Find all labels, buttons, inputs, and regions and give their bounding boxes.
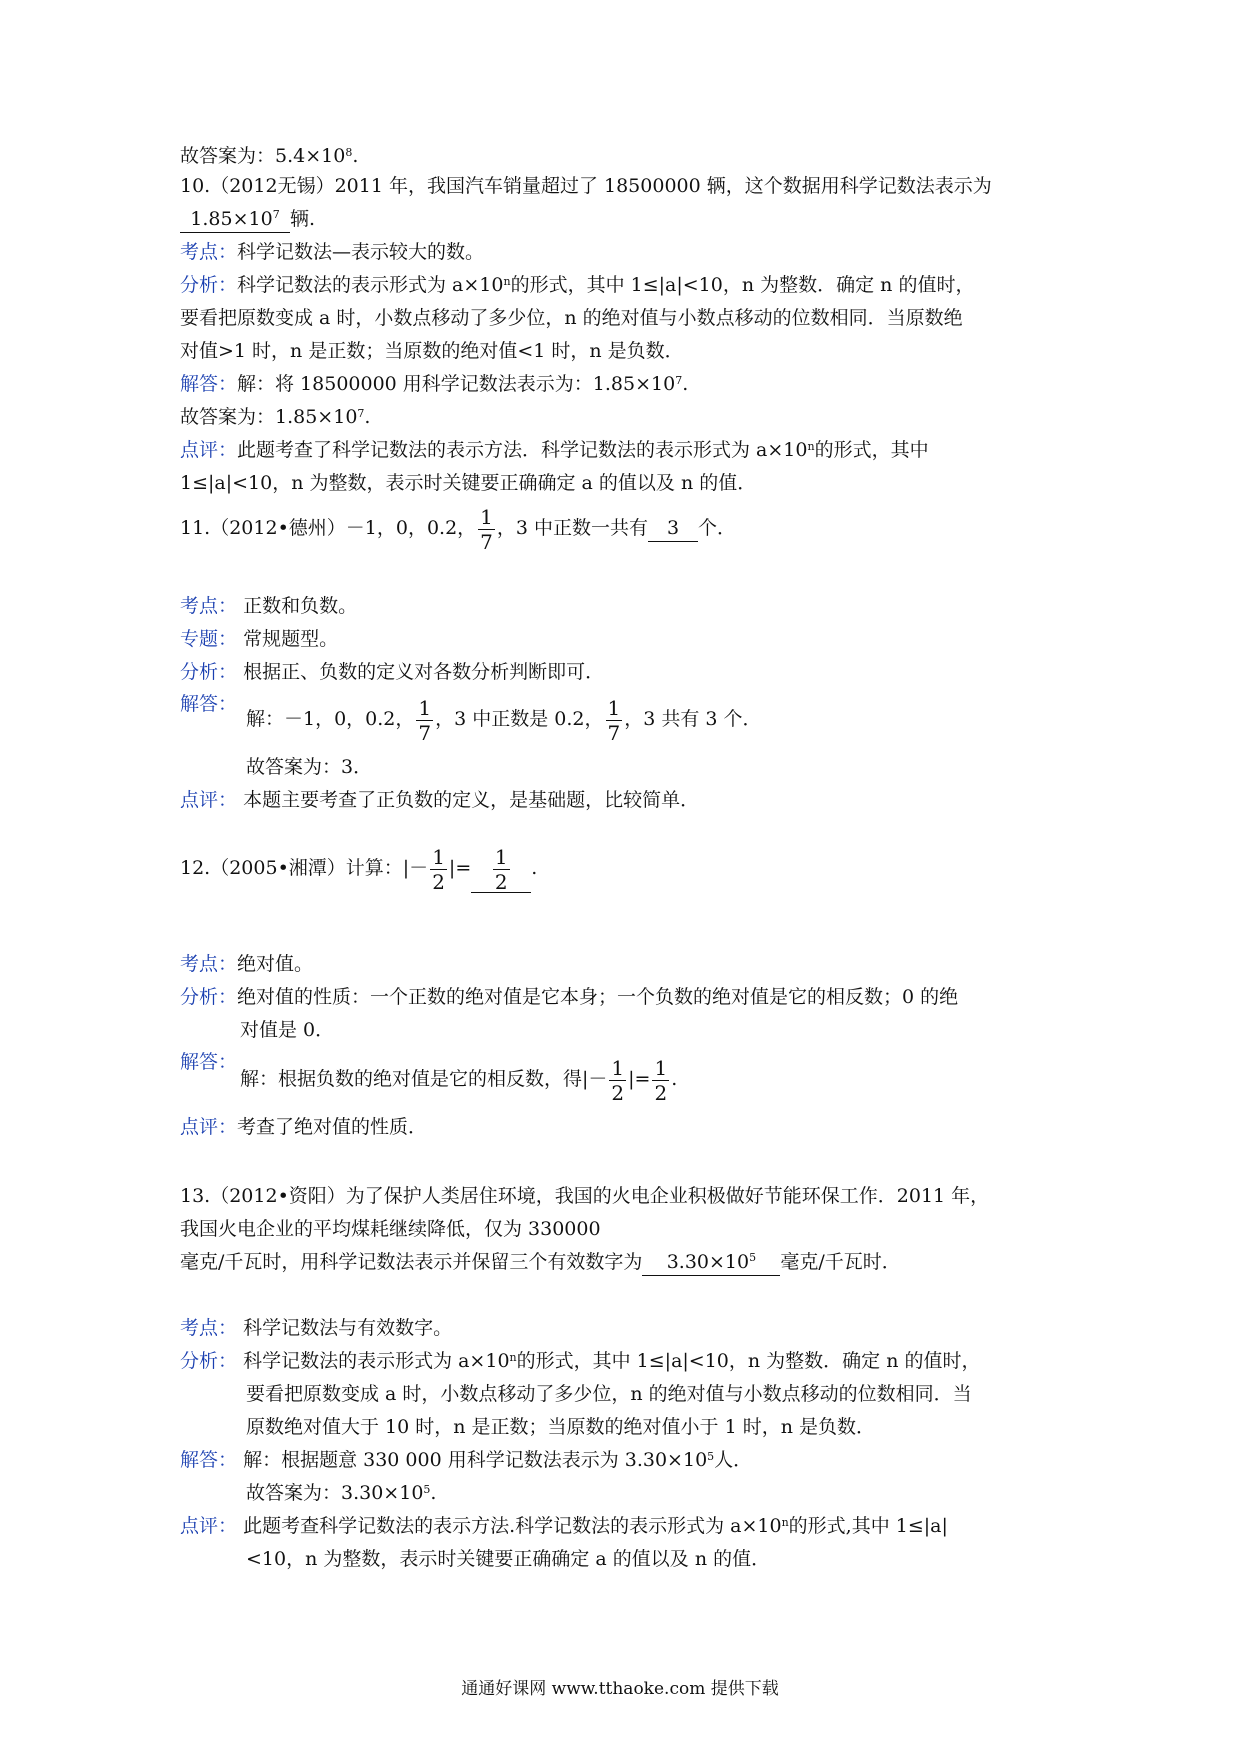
exponent: 5 <box>423 1483 431 1496</box>
fenxi-text: 的形式，其中 1≤|a|<10，n 为整数．确定 n 的值时， <box>516 1350 981 1372</box>
dianping-text: 此题考查科学记数法的表示方法.科学记数法的表示形式为 a×10 <box>243 1515 782 1537</box>
fraction <box>493 844 510 894</box>
dianping-text: <10，n 为整数，表示时关键要正确确定 a 的值以及 n 的值． <box>246 1548 771 1570</box>
dianping-label: 点评： <box>180 789 238 811</box>
dianping-text: 考查了绝对值的性质． <box>237 1116 428 1138</box>
stem-text: |= <box>448 857 472 879</box>
denominator: 7 <box>607 720 621 745</box>
kaodian-text: 正数和负数。 <box>243 595 358 617</box>
fenxi-text: 科学记数法的表示形式为 a×10 <box>237 274 504 296</box>
q11-solution <box>180 590 1080 817</box>
exponent: 8 <box>345 146 353 159</box>
jieda-text: 解：将 18500000 用科学记数法表示为：1.85×10 <box>237 373 676 395</box>
q11-stem <box>180 500 1080 556</box>
q12-stem <box>180 840 1080 896</box>
denominator: 2 <box>654 1080 668 1105</box>
dianping-text: 的形式,其中 1≤|a| <box>788 1515 948 1537</box>
question-10 <box>180 170 1080 500</box>
jieda-label: 解答： <box>180 1449 238 1471</box>
stem-text: 我国火电企业的平均煤耗继续降低，仅为 330000 <box>180 1218 601 1240</box>
exponent: n <box>509 1351 517 1364</box>
fenxi-text: 要看把原数变成 a 时，小数点移动了多少位，n 的绝对值与小数点移动的位数相同．当 <box>246 1383 972 1405</box>
punct: 人． <box>714 1449 753 1471</box>
fenxi-text: 对值>1 时，n 是正数；当原数的绝对值<1 时，n 是负数． <box>180 340 684 362</box>
guda-text: 故答案为：3． <box>246 756 373 778</box>
guda-text: 故答案为：1.85×10 <box>180 406 358 428</box>
fenxi-label: 分析： <box>180 986 238 1008</box>
numerator: 1 <box>654 1055 668 1080</box>
numerator: 1 <box>607 695 621 720</box>
denominator: 7 <box>480 529 493 554</box>
jieda-text: 解：根据负数的绝对值是它的相反数，得|－ <box>240 1068 608 1090</box>
fraction <box>652 1055 669 1105</box>
dianping-text: 的形式，其中 <box>814 439 929 461</box>
fenxi-label: 分析： <box>180 661 238 683</box>
q12-answer-blank <box>471 844 531 894</box>
kaodian-text: 科学记数法与有效数字。 <box>243 1317 453 1339</box>
denominator: 7 <box>418 720 432 745</box>
fraction <box>606 695 623 745</box>
dianping-text: 1≤|a|<10，n 为整数，表示时关键要正确确定 a 的值以及 n 的值． <box>180 472 757 494</box>
answer-value: 3.30×10 <box>666 1251 750 1273</box>
stem-text: ，3 中正数一共有 <box>496 517 649 539</box>
q11-answer-blank: 3 <box>648 515 698 542</box>
jieda-label: 解答： <box>180 373 238 395</box>
punct: . <box>352 145 359 167</box>
q10-answer-blank <box>180 206 290 233</box>
fraction <box>478 504 495 554</box>
answer-text: 故答案为：5.4×10 <box>180 145 346 167</box>
exponent: n <box>503 275 511 288</box>
jieda-label: 解答： <box>180 1051 238 1073</box>
kaodian-text: 绝对值。 <box>237 953 314 975</box>
question-11 <box>180 500 1080 556</box>
numerator: 1 <box>494 844 508 869</box>
stem-text: 毫克/千瓦时，用科学记数法表示并保留三个有效数字为 <box>180 1251 643 1273</box>
question-12 <box>180 840 1080 896</box>
prev-answer <box>180 140 1080 173</box>
jieda-text: ，3 共有 3 个． <box>624 708 762 730</box>
stem-text: 11.（2012•德州）－1，0，0.2， <box>180 517 477 539</box>
dianping-text: 本题主要考查了正负数的定义，是基础题，比较简单． <box>243 789 700 811</box>
jieda-text: ，3 中正数是 0.2， <box>435 708 604 730</box>
jieda-label: 解答： <box>180 693 238 715</box>
punct: . <box>682 373 689 395</box>
kaodian-label: 考点： <box>180 953 238 975</box>
exponent: 5 <box>707 1450 715 1463</box>
punct: . <box>430 1482 437 1504</box>
punct: . <box>531 857 538 879</box>
zhuanti-text: 常规题型。 <box>243 628 339 650</box>
numerator: 1 <box>480 504 493 529</box>
stem-text: 12.（2005•湘潭）计算：|－ <box>180 857 429 879</box>
denominator: 2 <box>494 869 508 894</box>
kaodian-label: 考点： <box>180 595 238 617</box>
exponent: 7 <box>675 374 683 387</box>
dianping-label: 点评： <box>180 1515 238 1537</box>
guda-text: 故答案为：3.30×10 <box>246 1482 424 1504</box>
q13-answer-blank <box>642 1249 780 1276</box>
jieda-text: |= <box>628 1068 651 1090</box>
numerator: 1 <box>611 1055 625 1080</box>
punct: . <box>364 406 371 428</box>
stem-text: 13.（2012•资阳）为了保护人类居住环境，我国的火电企业积极做好节能环保工作．2011 年， <box>180 1185 990 1207</box>
answer-value: 1.85×10 <box>190 208 273 230</box>
fenxi-text: 的形式，其中 1≤|a|<10，n 为整数．确定 n 的值时， <box>510 274 975 296</box>
q10-stem: 10.（2012无锡）2011 年，我国汽车销量超过了 18500000 辆，这个数据用科学记数法表示为 <box>180 175 992 197</box>
fenxi-text: 科学记数法的表示形式为 a×10 <box>243 1350 510 1372</box>
fenxi-text: 原数绝对值大于 10 时，n 是正数；当原数的绝对值小于 1 时，n 是负数． <box>246 1416 875 1438</box>
exponent: 5 <box>749 1251 757 1264</box>
exponent: n <box>781 1516 789 1529</box>
dianping-label: 点评： <box>180 1116 238 1138</box>
fenxi-label: 分析： <box>180 1350 238 1372</box>
jieda-text: 解：－1，0，0.2， <box>246 708 415 730</box>
dianping-text: 此题考查了科学记数法的表示方法．科学记数法的表示形式为 a×10 <box>237 439 808 461</box>
kaodian-label: 考点： <box>180 241 238 263</box>
fenxi-text: 要看把原数变成 a 时，小数点移动了多少位，n 的绝对值与小数点移动的位数相同．当原数绝 <box>180 307 963 329</box>
fraction <box>416 695 433 745</box>
fraction <box>430 844 447 894</box>
q10-answer-line <box>180 203 1080 236</box>
exponent: 7 <box>357 407 365 420</box>
fenxi-text: 根据正、负数的定义对各数分析判断即可． <box>243 661 605 683</box>
question-13 <box>180 1180 1080 1279</box>
jieda-text: 解：根据题意 330 000 用科学记数法表示为 3.30×10 <box>243 1449 708 1471</box>
answer-unit: 辆. <box>290 208 316 230</box>
q12-solution <box>180 948 1080 1144</box>
stem-text: 毫克/千瓦时． <box>780 1251 901 1273</box>
kaodian-label: 考点： <box>180 1317 238 1339</box>
page-footer: 通通好课网 www.tthaoke.com 提供下载 <box>461 1679 779 1699</box>
numerator: 1 <box>432 844 445 869</box>
q13-solution <box>180 1312 1080 1576</box>
zhuanti-label: 专题： <box>180 628 238 650</box>
q11-jieda <box>180 689 1080 751</box>
denominator: 2 <box>611 1080 625 1105</box>
denominator: 2 <box>432 869 445 894</box>
numerator: 1 <box>418 695 432 720</box>
dianping-label: 点评： <box>180 439 238 461</box>
fraction <box>609 1055 626 1105</box>
punct: 个． <box>698 517 737 539</box>
punct: . <box>671 1068 678 1090</box>
fenxi-text: 对值是 0． <box>240 1019 335 1041</box>
kaodian-text: 科学记数法—表示较大的数。 <box>237 241 485 263</box>
exponent: n <box>807 440 815 453</box>
fenxi-text: 绝对值的性质：一个正数的绝对值是它本身；一个负数的绝对值是它的相反数；0 的绝 <box>237 986 959 1008</box>
exponent: 7 <box>272 208 280 221</box>
fenxi-label: 分析： <box>180 274 238 296</box>
q12-jieda <box>180 1047 1080 1111</box>
